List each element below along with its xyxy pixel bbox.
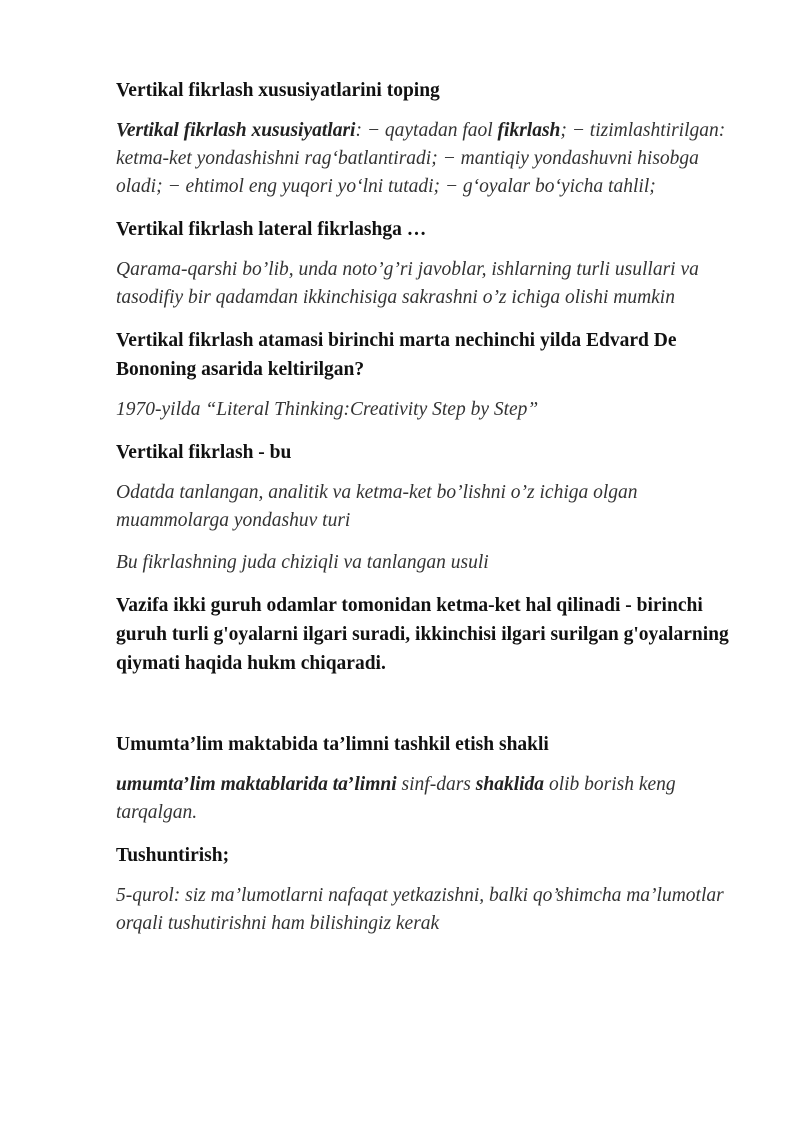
answer-bold-run: ’	[347, 774, 355, 795]
answer-text: 1970-yilda “Literal Thinking:Creativity Step by Step”	[116, 399, 539, 420]
section-spacer	[116, 690, 736, 730]
answer-run: sinf-dars	[396, 774, 476, 795]
answer-text	[116, 771, 736, 827]
question-heading: Vertikal fikrlash lateral fikrlashga …	[116, 219, 427, 240]
question-heading: Vertikal fikrlash - bu	[116, 442, 292, 463]
answer-bold-run: umumta	[116, 774, 184, 795]
question-heading: Vazifa ikki guruh odamlar tomonidan ketma-ket hal qilinadi - birinchi guruh turli g'oyalarni ilgari suradi, ikkinchisi ilgari surilgan g'oyalarning qiymati haqida hukm chiqaradi.	[116, 595, 729, 674]
answer-bold-run: fikrlash	[497, 120, 561, 141]
question-heading: Vertikal fikrlash xususiyatlarini toping	[116, 80, 440, 101]
answer-bold-run: Vertikal fikrlash xususiyatlari	[116, 120, 356, 141]
answer-text: Odatda tanlangan, analitik va ketma-ket bo’lishni o’z ichiga olgan muammolarga yondashuv turi	[116, 482, 638, 531]
answer-run: olib borish keng tarqalgan.	[116, 774, 676, 823]
answer-run: : − qaytadan faol	[355, 120, 498, 141]
document-content	[116, 76, 736, 938]
question-heading: Tushuntirish;	[116, 845, 230, 866]
answer-text	[116, 117, 736, 201]
answer-bold-run: ’	[183, 774, 190, 795]
answer-text: Bu fikrlashning juda chiziqli va tanlangan usuli	[116, 552, 489, 573]
answer-text: Qarama-qarshi bo’lib, unda noto’g’ri javoblar, ishlarning turli usullari va tasodifiy bir qadamdan ikkinchisiga sakrashni o’z ichiga olishi mumkin	[116, 259, 699, 308]
answer-text: 5-qurol: siz ma’lumotlarni nafaqat yetkazishni, balki qo’shimcha ma’lumotlar orqali tushutirishni ham bilishingiz kerak	[116, 885, 724, 934]
question-heading: Umumta’lim maktabida ta’limni tashkil etish shakli	[116, 734, 549, 755]
answer-bold-run: limni	[354, 774, 397, 795]
question-heading: Vertikal fikrlash atamasi birinchi marta nechinchi yilda Edvard De Bononing asarida keltirilgan?	[116, 330, 677, 380]
answer-run: ; − tizimlashtirilgan: ketma-ket yondashishni rag‘batlantiradi; − mantiqiy yondashuvni hisobga oladi; − ehtimol eng yuqori yo‘lni tutadi; − g‘oyalar bo‘yicha tahlil;	[116, 120, 726, 197]
answer-bold-run: lim maktablarida ta	[189, 774, 348, 795]
answer-bold-run: shaklida	[475, 774, 545, 795]
